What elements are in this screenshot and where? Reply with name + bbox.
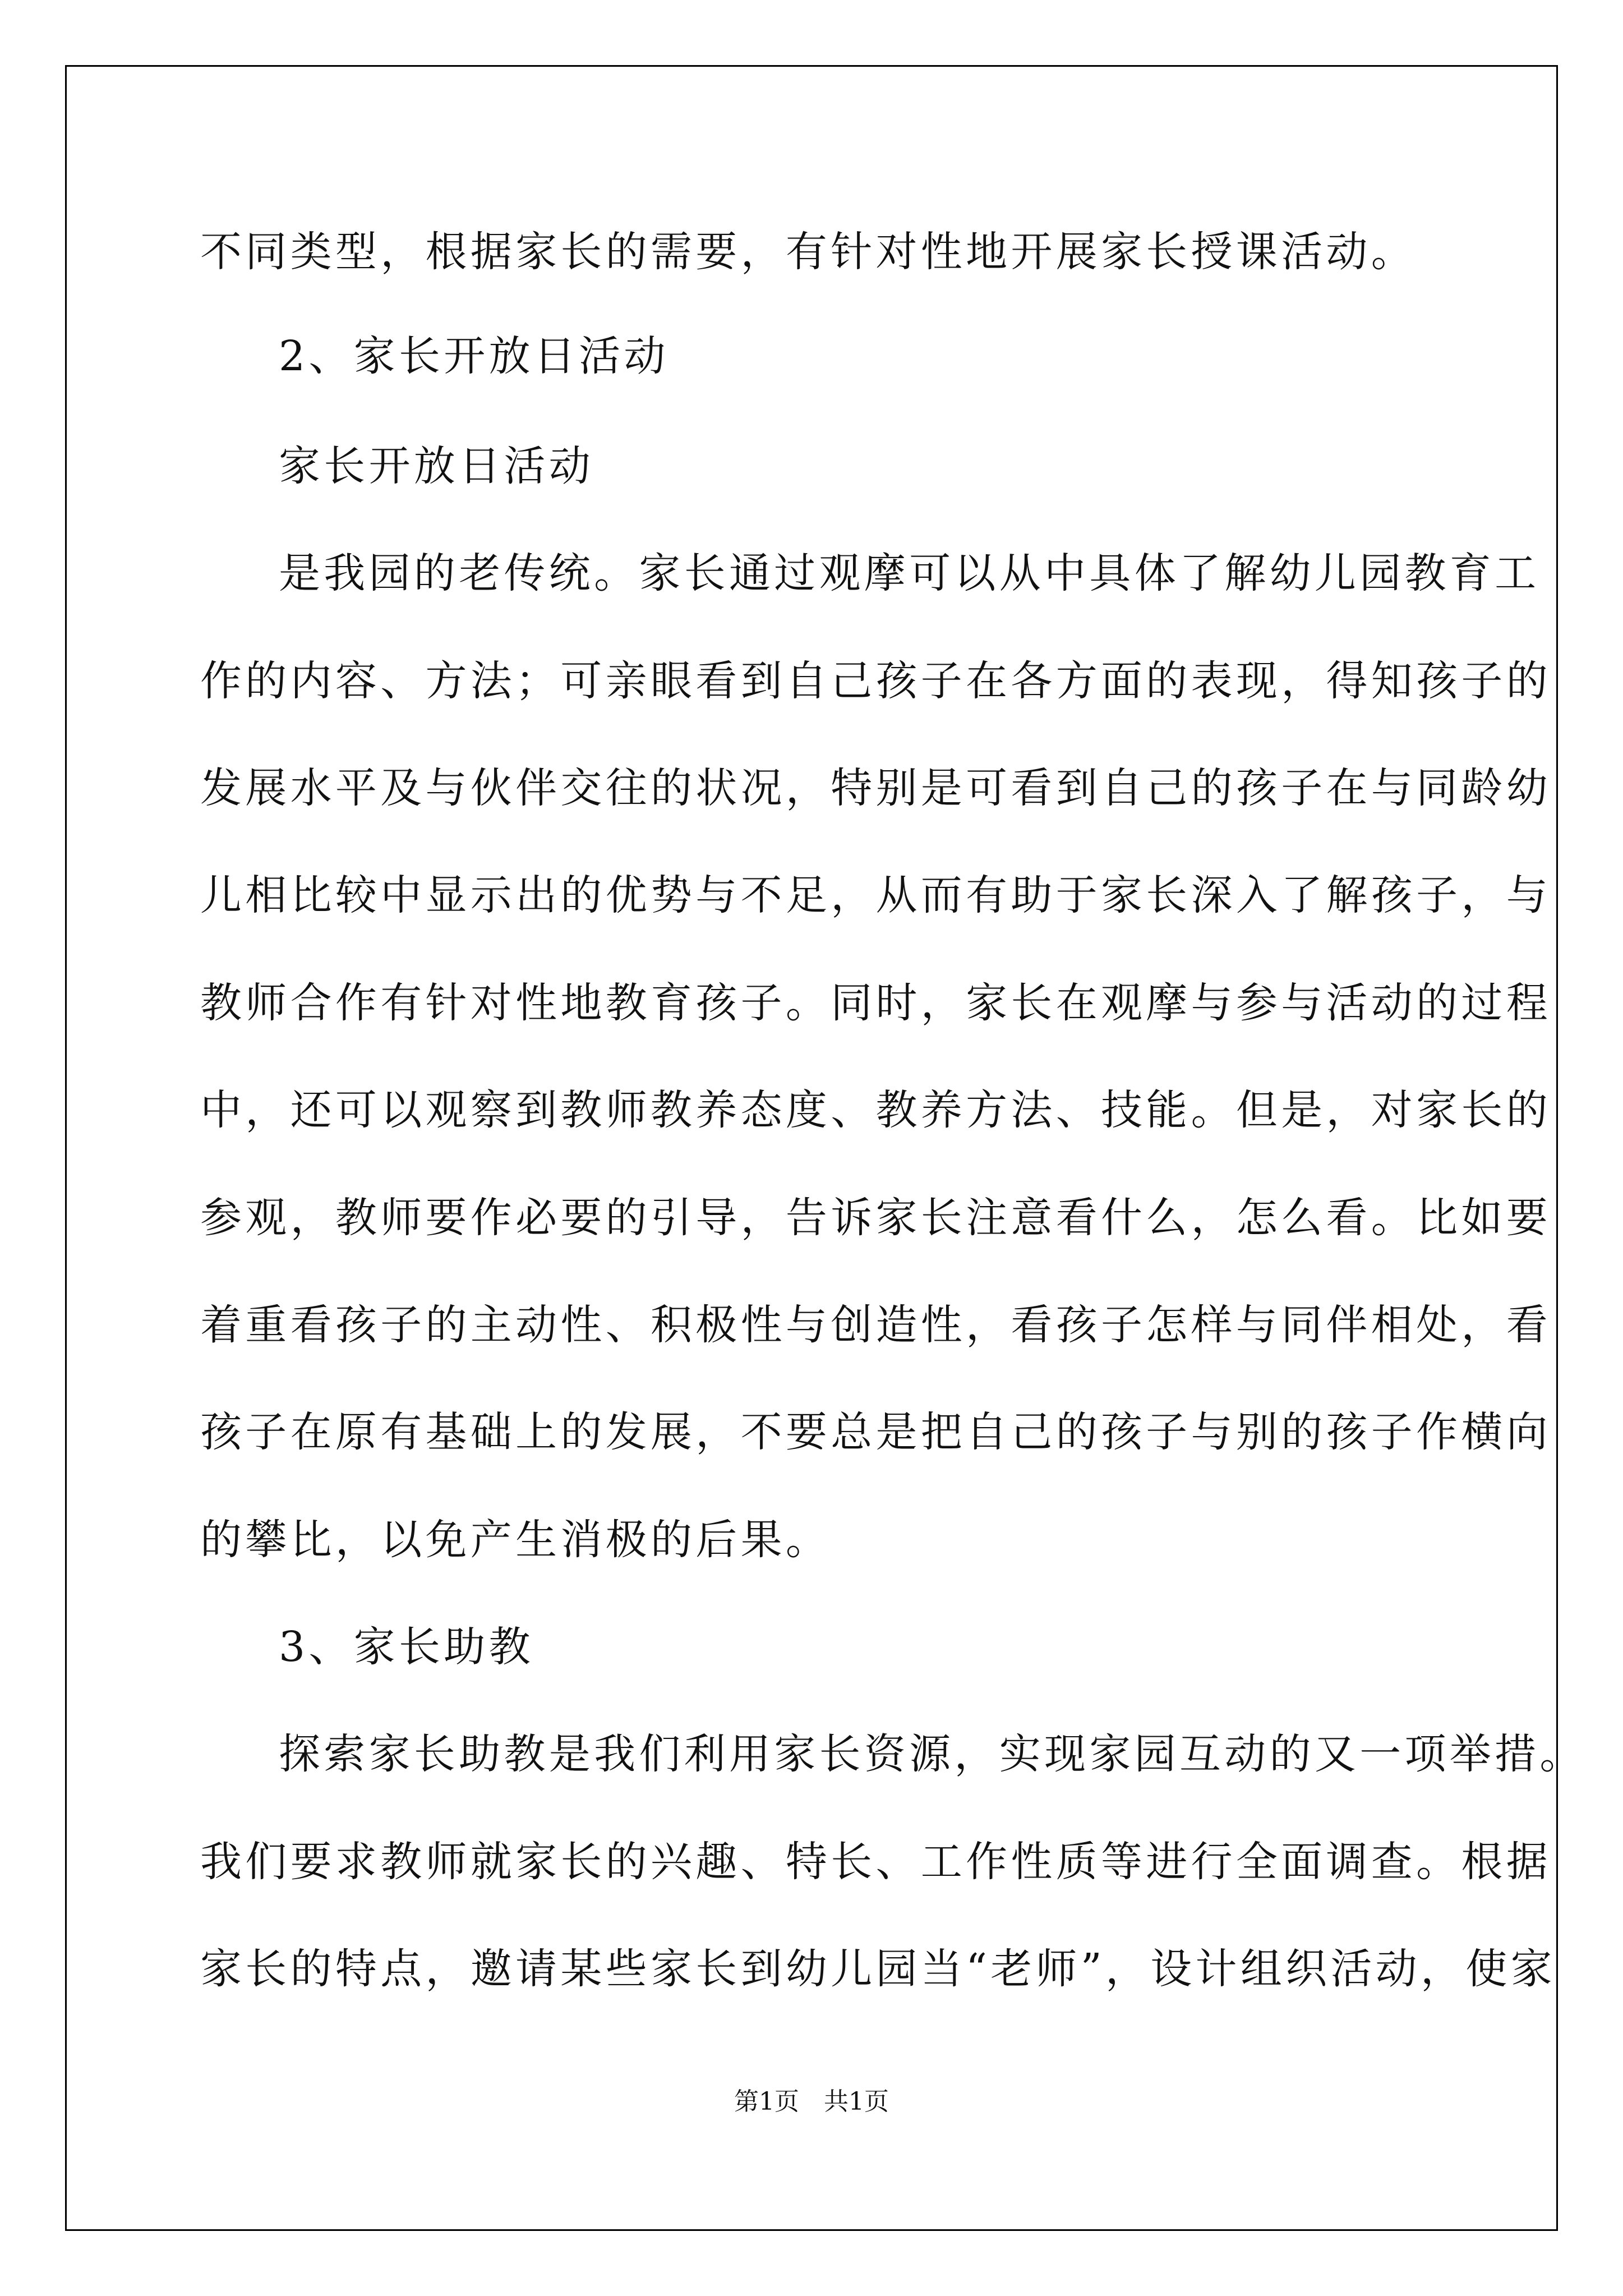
page-footer: 第1页 共1页 <box>734 2087 889 2116</box>
paragraph-line: 探索家长助教是我们利用家长资源，实现家园互动的又一项举措。 <box>279 1730 1585 1778</box>
paragraph-line: 不同类型，根据家长的需要，有针对性地开展家长授课活动。 <box>200 228 1417 276</box>
paragraph-line: 的攀比，以免产生消极的后果。 <box>200 1516 831 1564</box>
paragraph-line: 着重看孩子的主动性、积极性与创造性，看孩子怎样与同伴相处，看 <box>200 1301 1551 1349</box>
page-border <box>65 65 1558 2231</box>
paragraph-line: 作的内容、方法；可亲眼看到自己孩子在各方面的表现，得知孩子的 <box>200 657 1551 705</box>
section-heading: 3、家长助教 <box>279 1623 534 1671</box>
paragraph-line: 中，还可以观察到教师教养态度、教养方法、技能。但是，对家长的 <box>200 1086 1551 1134</box>
section-heading: 2、家长开放日活动 <box>279 332 669 380</box>
paragraph-line: 是我园的老传统。家长通过观摩可以从中具体了解幼儿园教育工 <box>279 549 1540 597</box>
paragraph-line: 家长的特点，邀请某些家长到幼儿园当“老师”，设计组织活动，使家 <box>200 1945 1556 1993</box>
paragraph-line: 家长开放日活动 <box>279 442 594 490</box>
paragraph-line: 发展水平及与伙伴交往的状况，特别是可看到自己的孩子在与同龄幼 <box>200 764 1551 812</box>
paragraph-line: 儿相比较中显示出的优势与不足，从而有助于家长深入了解孩子，与 <box>200 871 1551 919</box>
paragraph-line: 我们要求教师就家长的兴趣、特长、工作性质等进行全面调查。根据 <box>200 1838 1551 1886</box>
paragraph-line: 教师合作有针对性地教育孩子。同时，家长在观摩与参与活动的过程 <box>200 979 1551 1027</box>
paragraph-line: 参观，教师要作必要的引导，告诉家长注意看什么，怎么看。比如要 <box>200 1194 1551 1242</box>
paragraph-line: 孩子在原有基础上的发展，不要总是把自己的孩子与别的孩子作横向 <box>200 1408 1551 1456</box>
